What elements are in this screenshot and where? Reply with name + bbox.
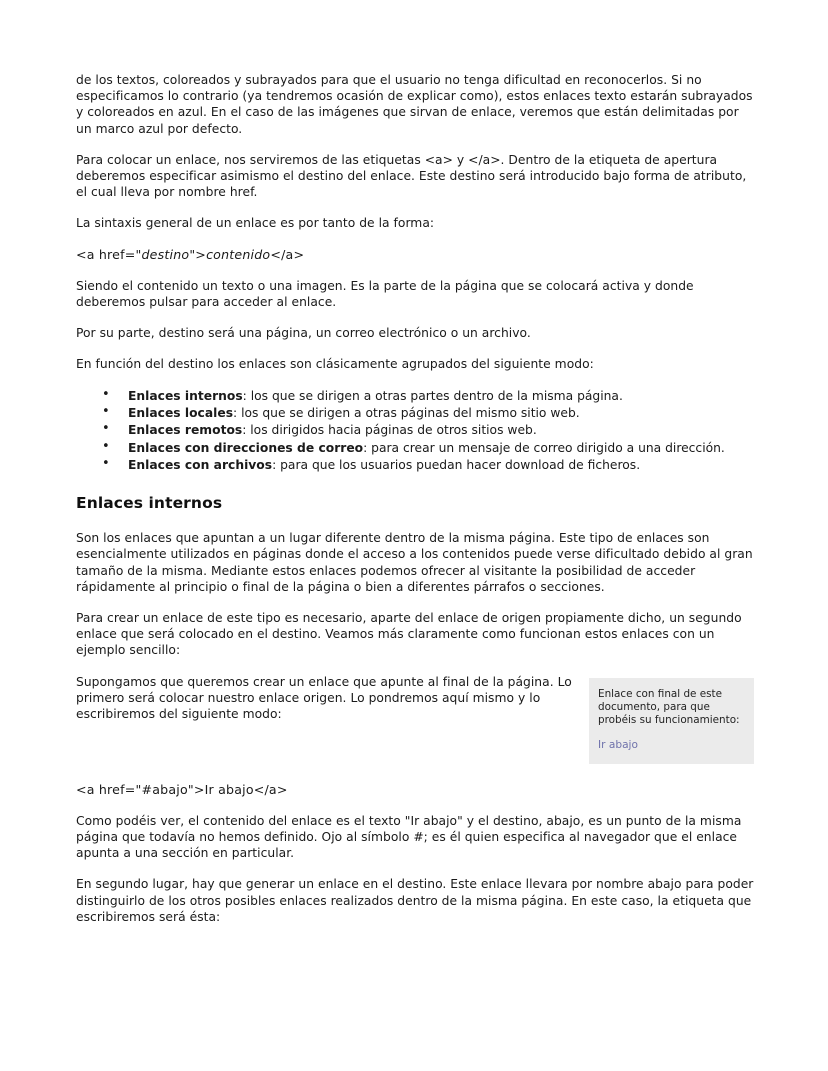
example-row-with-callout <box>76 674 754 760</box>
document-content <box>76 72 754 940</box>
code-sample-ir-abajo: <a href="#abajo">Ir abajo</a> <box>76 781 288 797</box>
code-sample-generic-anchor <box>76 247 754 263</box>
list-item-description: : los que se dirigen a otras páginas del mismo sitio web. <box>233 405 580 420</box>
code-placeholder-destino: destino <box>141 246 190 262</box>
code-placeholder-contenido: contenido <box>206 246 271 262</box>
code-part-open: <a href=" <box>76 246 142 262</box>
paragraph-contenido-rest: un texto o una imagen. Es la parte de la página que se colocará activa y donde deberemos pulsar para acceder al enlace. <box>76 278 694 310</box>
list-item <box>76 388 754 404</box>
paragraph-destination-anchor: En segundo lugar, hay que generar un enlace en el destino. Este enlace llevara por nombre abajo para poder distinguirlo de los otros posibles enlaces realizados dentro de la misma página. En este caso, la etiqueta que escribiremos será ésta: <box>76 877 754 924</box>
list-item-term: Enlaces locales <box>128 405 234 420</box>
list-item <box>76 457 754 473</box>
term-destino: destino <box>158 326 205 341</box>
list-item <box>76 405 754 421</box>
list-item-description: : para crear un mensaje de correo dirigido a una dirección. <box>363 440 725 455</box>
code-part-close: </a> <box>270 246 305 262</box>
paragraph-syntax-intro: La sintaxis general de un enlace es por tanto de la forma: <box>76 216 435 231</box>
paragraph-two-anchors-needed: Para crear un enlace de este tipo es necesario, aparte del enlace de origen propiamente dicho, un segundo enlace que será colocado en el destino. Veamos más claramente como funcionan estos enlaces con un ejemplo sencillo: <box>76 610 742 658</box>
code-part-mid: "> <box>189 246 207 262</box>
paragraph-intro-links: de los textos, coloreados y subrayados para que el usuario no tenga dificultad en reconocerlos. Si no especificamos lo contrario (ya tendremos ocasión de explicar como), estos enlaces texto estarán subrayados y coloreados en azul. En el caso de las imágenes que sirvan de enlace, veremos que están delimitadas por un marco azul por defecto. <box>76 73 753 136</box>
term-contenido: contenido <box>137 278 199 293</box>
paragraph-contenido-lead: Siendo el <box>76 278 138 293</box>
list-item-term: Enlaces internos <box>128 388 243 403</box>
list-item-description: : los dirigidos hacia páginas de otros sitios web. <box>242 423 537 438</box>
callout-box-ir-abajo <box>589 678 754 765</box>
list-item-term: Enlaces remotos <box>128 423 243 438</box>
paragraph-destino-lead: Por su parte, <box>76 326 159 341</box>
ir-abajo-link[interactable]: Ir abajo <box>598 739 638 752</box>
list-item-description: : los que se dirigen a otras partes dentro de la misma página. <box>242 388 623 403</box>
paragraph-internal-links-definition: Son los enlaces que apuntan a un lugar diferente dentro de la misma página. Este tipo de enlaces son esencialmente utilizados en páginas donde el acceso a los contenidos puede verse dificultado debido al gran tamaño de la misma. Mediante estos enlaces podemos ofrecer al visitante la posibilidad de acceder rápidamente al principio o final de la página o bien a diferentes párrafos o secciones. <box>76 531 753 594</box>
paragraph-hash-symbol-explanation: Como podéis ver, el contenido del enlace es el texto "Ir abajo" y el destino, abajo, es un punto de la misma página que todavía no hemos definido. Ojo al símbolo #; es él quien especifica al navegador que el enlace apunta a una sección en particular. <box>76 813 742 861</box>
link-types-list <box>76 388 754 473</box>
paragraph-destino-rest: será una página, un correo electrónico o un archivo. <box>204 326 531 341</box>
list-item-term: Enlaces con archivos <box>128 457 273 472</box>
example-left-column <box>76 674 576 723</box>
list-item-description: : para que los usuarios puedan hacer download de ficheros. <box>272 457 641 472</box>
paragraph-destino-explanation <box>76 325 754 341</box>
list-item <box>76 440 754 456</box>
section-heading-enlaces-internos: Enlaces internos <box>76 494 223 513</box>
list-item-term: Enlaces con direcciones de correo <box>128 440 364 455</box>
callout-description: Enlace con final de este documento, para que probéis su funcionamiento: <box>598 687 740 726</box>
paragraph-link-types-intro: En función del destino los enlaces son clásicamente agrupados del siguiente modo: <box>76 357 594 372</box>
list-item <box>76 422 754 438</box>
paragraph-contenido-explanation <box>76 278 754 310</box>
paragraph-anchor-tags: Para colocar un enlace, nos serviremos de las etiquetas <a> y </a>. Dentro de la etiqueta de apertura deberemos especificar asimismo el destino del enlace. Este destino será introducido bajo forma de atributo, el cual lleva por nombre href. <box>76 152 747 200</box>
paragraph-example-setup: Supongamos que queremos crear un enlace que apunte al final de la página. Lo primero será colocar nuestro enlace origen. Lo pondremos aquí mismo y lo escribiremos del siguiente modo: <box>76 674 572 721</box>
